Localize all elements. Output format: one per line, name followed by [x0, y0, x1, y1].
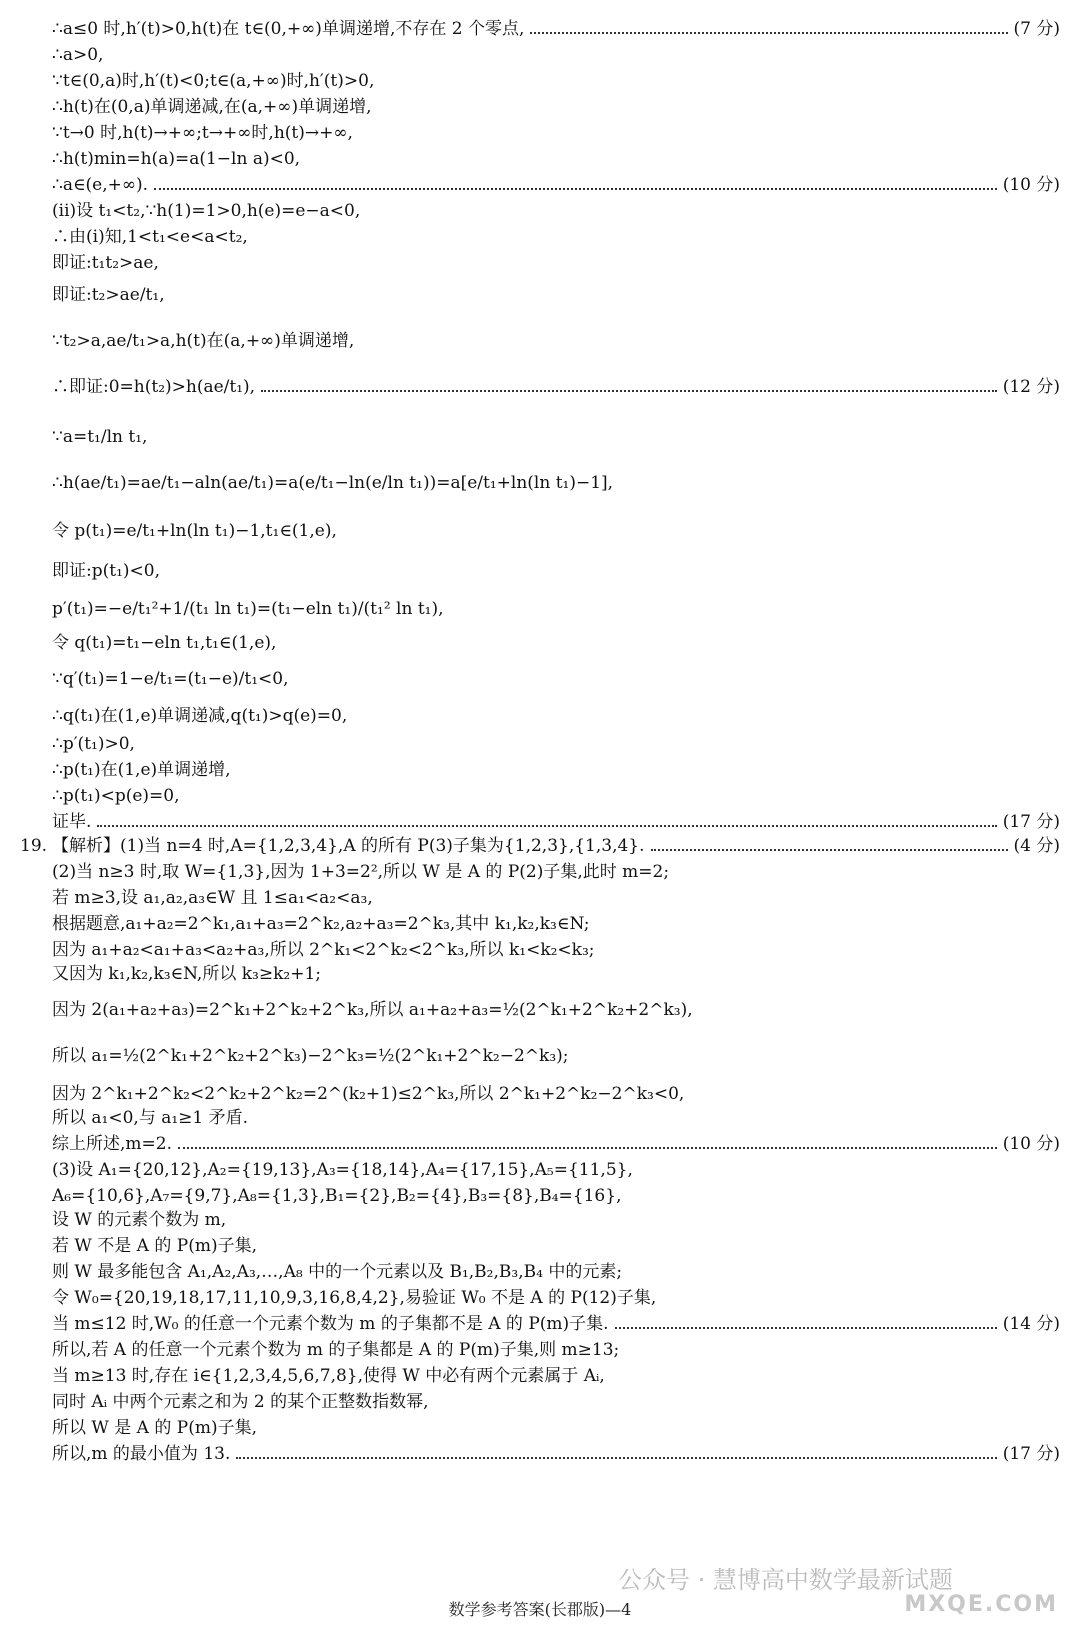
- solution-line: [52, 1235, 1060, 1257]
- solution-text: 根据题意,a₁+a₂=2^k₁,a₁+a₃=2^k₂,a₂+a₃=2^k₃,其中 k₁,k₂,k₃∈N;: [52, 914, 590, 934]
- solution-line: [52, 1339, 1060, 1361]
- solution-text: 【解析】(1)当 n=4 时,A={1,2,3,4},A 的所有 P(3)子集为{1,2,3},{1,3,4}.: [52, 836, 645, 856]
- solution-line: [52, 963, 1060, 985]
- solution-text: ∵q′(t₁)=1−e/t₁=(t₁−e)/t₁<0,: [52, 669, 289, 689]
- solution-line: [52, 96, 1060, 118]
- score-label: (17 分): [1002, 1444, 1060, 1464]
- solution-text: ∴h(ae/t₁)=ae/t₁−aln(ae/t₁)=a(e/t₁−ln(e/ln t₁))=a[e/t₁+ln(ln t₁)−1],: [52, 473, 614, 493]
- solution-line: [52, 174, 1060, 196]
- solution-line: [52, 148, 1060, 170]
- leader-dots: [651, 849, 1008, 851]
- solution-text: 因为 2^k₁+2^k₂<2^k₂+2^k₂=2^(k₂+1)≤2^k₃,所以 2^k₁+2^k₂−2^k₃<0,: [52, 1084, 685, 1104]
- solution-text: ∵t→0 时,h(t)→+∞;t→+∞时,h(t)→+∞,: [52, 123, 353, 143]
- solution-text: 当 m≥13 时,存在 i∈{1,2,3,4,5,6,7,8},使得 W 中必有两个元素属于 Aᵢ,: [52, 1366, 605, 1386]
- solution-line: [52, 999, 1060, 1021]
- solution-text: ∴由(i)知,1<t₁<e<a<t₂,: [52, 227, 248, 247]
- solution-text: (3)设 A₁={20,12},A₂={19,13},A₃={18,14},A₄={17,15},A₅={11,5},: [52, 1160, 633, 1180]
- solution-text: ∴h(t)在(0,a)单调递减,在(a,+∞)单调递增,: [52, 97, 372, 117]
- solution-text: 所以 W 是 A 的 P(m)子集,: [52, 1418, 257, 1438]
- solution-line: [52, 376, 1060, 398]
- solution-line: [52, 122, 1060, 144]
- solution-line: [52, 913, 1060, 935]
- leader-dots: [97, 825, 996, 827]
- solution-text: ∴p(t₁)在(1,e)单调递增,: [52, 760, 231, 780]
- watermark-text: 公众号 · 慧博高中数学最新试题: [618, 1566, 953, 1594]
- solution-text: ∴a≤0 时,h′(t)>0,h(t)在 t∈(0,+∞)单调递增,不存在 2 个零点,: [52, 19, 525, 39]
- leader-dots: [236, 1457, 996, 1459]
- solution-text: 因为 2(a₁+a₂+a₃)=2^k₁+2^k₂+2^k₃,所以 a₁+a₂+a₃=½(2^k₁+2^k₂+2^k₃),: [52, 1000, 693, 1020]
- leader-dots: [178, 1147, 997, 1149]
- solution-line: [52, 835, 1060, 857]
- solution-line: [52, 1287, 1060, 1309]
- solution-line: [52, 1261, 1060, 1283]
- solution-line: [52, 1083, 1060, 1105]
- solution-line: [52, 861, 1060, 883]
- solution-line: [52, 520, 1060, 542]
- solution-line: [52, 472, 1060, 494]
- solution-text: ∵t₂>a,ae/t₁>a,h(t)在(a,+∞)单调递增,: [52, 331, 355, 351]
- solution-line: [52, 70, 1060, 92]
- solution-line: [52, 733, 1060, 755]
- solution-line: [52, 939, 1060, 961]
- solution-text: 即证:p(t₁)<0,: [52, 561, 160, 581]
- solution-line: [52, 785, 1060, 807]
- score-label: (12 分): [1002, 377, 1060, 397]
- score-label: (4 分): [1013, 836, 1060, 856]
- solution-text: 令 p(t₁)=e/t₁+ln(ln t₁)−1,t₁∈(1,e),: [52, 521, 337, 541]
- solution-text: p′(t₁)=−e/t₁²+1/(t₁ ln t₁)=(t₁−eln t₁)/(t₁² ln t₁),: [52, 599, 444, 619]
- solution-text: 即证:t₂>ae/t₁,: [52, 285, 165, 305]
- solution-line: [52, 1133, 1060, 1155]
- leader-dots: [261, 390, 997, 392]
- solution-text: ∵a=t₁/ln t₁,: [52, 427, 148, 447]
- solution-line: [52, 252, 1060, 274]
- solution-text: (2)当 n≥3 时,取 W={1,3},因为 1+3=2²,所以 W 是 A 的 P(2)子集,此时 m=2;: [52, 862, 670, 882]
- solution-text: ∴即证:0=h(t₂)>h(ae/t₁),: [52, 377, 256, 397]
- solution-text: ∴p(t₁)<p(e)=0,: [52, 786, 180, 806]
- leader-dots: [154, 188, 997, 190]
- solution-text: 综上所述,m=2.: [52, 1134, 172, 1154]
- solution-line: [52, 1209, 1060, 1231]
- leader-dots: [530, 32, 1007, 34]
- solution-line: [52, 759, 1060, 781]
- solution-text: 所以 a₁=½(2^k₁+2^k₂+2^k₃)−2^k₃=½(2^k₁+2^k₂−2^k₃);: [52, 1046, 569, 1066]
- solution-line: [52, 226, 1060, 248]
- solution-text: 设 W 的元素个数为 m,: [52, 1210, 227, 1230]
- watermark-site: MXQE.COM: [904, 1592, 1058, 1617]
- solution-line: [52, 811, 1060, 833]
- solution-line: [52, 1045, 1060, 1067]
- solution-text: 即证:t₁t₂>ae,: [52, 253, 159, 273]
- solution-text: 当 m≤12 时,W₀ 的任意一个元素个数为 m 的子集都不是 A 的 P(m)子集.: [52, 1314, 609, 1334]
- score-label: (14 分): [1002, 1314, 1060, 1334]
- solution-line: [52, 44, 1060, 66]
- solution-text: ∴a>0,: [52, 45, 104, 65]
- score-label: (10 分): [1002, 1134, 1060, 1154]
- solution-text: ∴h(t)min=h(a)=a(1−ln a)<0,: [52, 149, 301, 169]
- solution-text: ∴a∈(e,+∞).: [52, 175, 149, 195]
- solution-line: [52, 598, 1060, 620]
- solution-line: [52, 705, 1060, 727]
- leader-dots: [615, 1327, 997, 1329]
- solution-text: ∴q(t₁)在(1,e)单调递减,q(t₁)>q(e)=0,: [52, 706, 348, 726]
- solution-text: A₆={10,6},A₇={9,7},A₈={1,3},B₁={2},B₂={4},B₃={8},B₄={16},: [52, 1186, 622, 1206]
- solution-line: [52, 1391, 1060, 1413]
- solution-text: 令 q(t₁)=t₁−eln t₁,t₁∈(1,e),: [52, 633, 277, 653]
- solution-line: [52, 426, 1060, 448]
- solution-line: [52, 1185, 1060, 1207]
- solution-line: [52, 632, 1060, 654]
- solution-line: [52, 284, 1060, 306]
- solution-line: [52, 1159, 1060, 1181]
- solution-line: [52, 1313, 1060, 1335]
- solution-line: [52, 330, 1060, 352]
- solution-text: 又因为 k₁,k₂,k₃∈N,所以 k₃≥k₂+1;: [52, 964, 322, 984]
- score-label: (10 分): [1002, 175, 1060, 195]
- solution-text: 同时 Aᵢ 中两个元素之和为 2 的某个正整数指数幂,: [52, 1392, 429, 1412]
- solution-text: 证毕.: [52, 812, 92, 832]
- solution-text: 因为 a₁+a₂<a₁+a₃<a₂+a₃,所以 2^k₁<2^k₂<2^k₃,所以 k₁<k₂<k₃;: [52, 940, 595, 960]
- solution-text: ∵t∈(0,a)时,h′(t)<0;t∈(a,+∞)时,h′(t)>0,: [52, 71, 375, 91]
- question-number: 19.: [20, 836, 48, 856]
- solution-line: [52, 1107, 1060, 1129]
- solution-text: 若 W 不是 A 的 P(m)子集,: [52, 1236, 257, 1256]
- page-footer: 数学参考答案(长郡版)—4: [448, 1600, 632, 1619]
- solution-text: 所以 a₁<0,与 a₁≥1 矛盾.: [52, 1108, 249, 1128]
- solution-text: 若 m≥3,设 a₁,a₂,a₃∈W 且 1≤a₁<a₂<a₃,: [52, 888, 373, 908]
- solution-line: [52, 200, 1060, 222]
- solution-line: [52, 1365, 1060, 1387]
- solution-text: 所以,若 A 的任意一个元素个数为 m 的子集都是 A 的 P(m)子集,则 m≥13;: [52, 1340, 620, 1360]
- solution-line: [52, 560, 1060, 582]
- solution-line: [52, 1443, 1060, 1465]
- solution-text: ∴p′(t₁)>0,: [52, 734, 135, 754]
- solution-line: [52, 18, 1060, 40]
- solution-line: [52, 887, 1060, 909]
- score-label: (17 分): [1002, 812, 1060, 832]
- score-label: (7 分): [1013, 19, 1060, 39]
- solution-text: 则 W 最多能包含 A₁,A₂,A₃,…,A₈ 中的一个元素以及 B₁,B₂,B₃,B₄ 中的元素;: [52, 1262, 623, 1282]
- solution-text: 所以,m 的最小值为 13.: [52, 1444, 231, 1464]
- solution-line: [52, 668, 1060, 690]
- solution-line: [52, 1417, 1060, 1439]
- solution-text: 令 W₀={20,19,18,17,11,10,9,3,16,8,4,2},易验证 W₀ 不是 A 的 P(12)子集,: [52, 1288, 657, 1308]
- solution-text: (ii)设 t₁<t₂,∵h(1)=1>0,h(e)=e−a<0,: [52, 201, 361, 221]
